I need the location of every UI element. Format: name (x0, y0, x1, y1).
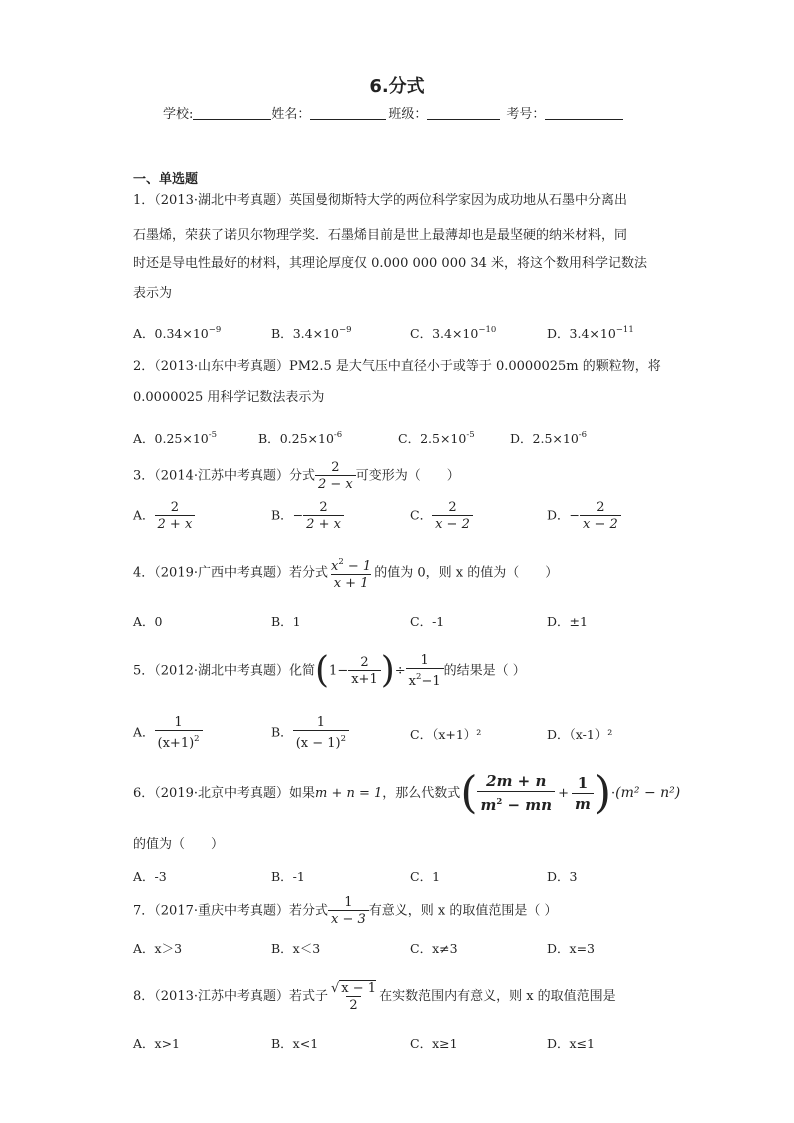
q4-suffix: 的值为 0，则 x 的值为（ ） (374, 565, 559, 581)
q4-option-a[interactable]: A．0 (133, 614, 163, 629)
option-value: 3.4×10 (432, 326, 479, 341)
name-blank[interactable] (310, 107, 386, 120)
dot-operator: · (611, 786, 616, 801)
fraction-numerator: 2 (331, 460, 340, 475)
q3-prefix: 3．（2014·江苏中考真题）分式 (133, 468, 315, 484)
denominator-base: (x − 1) (295, 736, 341, 751)
q5-option-d[interactable]: D．（x-1）² (547, 727, 613, 742)
left-paren: ( (315, 650, 330, 691)
option-label: B． (271, 326, 293, 341)
fraction-numerator: 1 (577, 773, 589, 792)
option-fraction (293, 715, 349, 751)
option-exponent: −9 (338, 325, 352, 335)
option-label: A． (133, 431, 155, 446)
q1-option-b[interactable] (271, 323, 351, 341)
radicand: x − 1 (341, 981, 377, 996)
q7-option-c[interactable]: C．x≠3 (410, 941, 458, 956)
q3-fraction (315, 460, 356, 492)
q1-option-c[interactable] (410, 323, 496, 341)
q7-option-a[interactable]: A．x＞3 (133, 941, 183, 956)
option-fraction (580, 500, 621, 532)
fraction-numerator: 2 (448, 500, 457, 515)
q4-stem (133, 555, 558, 591)
option-fraction (432, 500, 473, 532)
q5-stem (133, 650, 526, 691)
fraction-denominator: x + 1 (331, 574, 372, 591)
option-label: B． (258, 431, 280, 446)
section-heading: 一、单选题 (133, 172, 199, 187)
q8-fraction (328, 980, 379, 1013)
radical-sign: √ (331, 981, 340, 996)
q4-fraction (328, 555, 374, 591)
q6-option-a[interactable]: A．-3 (133, 869, 167, 884)
option-label: D． (547, 507, 570, 523)
option-exponent: −9 (208, 325, 222, 335)
q8-option-b[interactable]: B．x<1 (271, 1036, 319, 1051)
school-blank[interactable] (193, 107, 271, 120)
q5-option-b[interactable] (271, 715, 349, 751)
fraction-denominator: 2 (346, 996, 360, 1013)
q2-line-1: 2．（2013·山东中考真题）PM2.5 是大气压中直径小于或等于 0.0000025m 的颗粒物，将 (133, 359, 661, 374)
denominator-base: (x+1) (157, 736, 195, 751)
right-paren: ) (593, 767, 612, 819)
fraction-denominator (293, 730, 349, 751)
q6-condition: m + n = 1 (315, 786, 383, 801)
name-label: 姓名： (271, 107, 311, 122)
option-sign: − (569, 507, 581, 523)
fraction-denominator: x − 2 (432, 515, 473, 532)
q7-option-d[interactable]: D．x=3 (547, 941, 595, 956)
fraction-denominator: x − 2 (580, 515, 621, 532)
q6-stem (133, 767, 681, 819)
option-exponent: −11 (615, 325, 634, 335)
school-label: 学校: (163, 107, 194, 122)
fraction-numerator: 2 (596, 500, 605, 515)
q7-stem (133, 895, 558, 927)
denominator-base: x (408, 674, 417, 689)
denominator-rest: −1 (421, 674, 441, 689)
fraction-denominator: m (572, 793, 594, 814)
q2-option-b[interactable] (258, 428, 342, 446)
q6-fraction-2 (572, 774, 594, 814)
q7-option-b[interactable]: B．x＜3 (271, 941, 321, 956)
denominator-exponent: 2 (340, 734, 347, 744)
q1-line-1: 1．（2013·湖北中考真题）英国曼彻斯特大学的两位科学家因为成功地从石墨中分离出 (133, 193, 627, 208)
q6-fraction-1 (477, 772, 555, 815)
fraction-denominator: x+1 (348, 670, 381, 687)
q5-one-minus: 1− (329, 663, 349, 679)
option-value: 0.25×10 (279, 431, 334, 446)
option-exponent: −10 (478, 325, 497, 335)
q4-option-d[interactable]: D．±1 (547, 614, 588, 629)
q6-option-b[interactable]: B．-1 (271, 869, 305, 884)
fraction-numerator: 1 (174, 715, 183, 730)
q4-option-b[interactable]: B．1 (271, 614, 301, 629)
q5-suffix: 的结果是（ ） (443, 663, 526, 679)
option-label: D． (547, 326, 570, 341)
fraction-numerator (328, 555, 374, 574)
option-fraction (155, 500, 196, 532)
q8-option-a[interactable]: A．x>1 (133, 1036, 181, 1051)
q1-line-3: 时还是导电性最好的材料，其理论厚度仅 0.000 000 000 34 米，将这个数用科学记数法 (133, 256, 648, 271)
option-label: A． (133, 724, 155, 740)
fraction-numerator: 2 (319, 500, 328, 515)
fraction-numerator: 2m + n (486, 772, 547, 790)
option-value: 3.4×10 (569, 326, 616, 341)
fraction-denominator: x − 3 (328, 910, 369, 927)
option-exponent: -5 (208, 430, 218, 440)
q2-line-2: 0.0000025 用科学记数法表示为 (133, 390, 325, 405)
option-label: A． (133, 326, 155, 341)
option-label: A． (133, 507, 155, 523)
divide-sign: ÷ (394, 663, 406, 679)
fraction-numerator: 1 (420, 653, 429, 668)
plus-sign: + (558, 786, 569, 801)
q2-option-d[interactable] (510, 428, 587, 446)
q1-line-4: 表示为 (133, 286, 173, 301)
q1-option-a[interactable] (133, 323, 221, 341)
option-label: C． (410, 326, 433, 341)
fraction-denominator (406, 668, 444, 689)
fraction-numerator: 2 (360, 655, 369, 670)
q1-option-d[interactable] (547, 323, 634, 341)
option-value: 0.25×10 (154, 431, 209, 446)
option-value: 3.4×10 (292, 326, 339, 341)
q6-option-c[interactable]: C．1 (410, 869, 441, 884)
q5-prefix: 5．（2012·湖北中考真题）化简 (133, 663, 315, 679)
q6-prefix: 6．（2019·北京中考真题）如果 (133, 786, 315, 801)
class-label: 班级： (388, 107, 428, 122)
fraction-numerator (328, 980, 379, 996)
q3-option-a[interactable] (133, 500, 195, 532)
q4-option-c[interactable]: C．-1 (410, 614, 445, 629)
q7-prefix: 7．（2017·重庆中考真题）若分式 (133, 903, 328, 919)
option-exponent: -6 (333, 430, 343, 440)
fraction-denominator: 2 + x (303, 515, 344, 532)
option-exponent: -6 (578, 430, 588, 440)
option-label: B． (271, 507, 293, 523)
option-value: 2.5×10 (532, 431, 579, 446)
option-value: 2.5×10 (420, 431, 467, 446)
fraction-numerator: 1 (316, 715, 325, 730)
q8-suffix: 在实数范围内有意义，则 x 的取值范围是 (379, 989, 616, 1004)
denominator-exponent: 2 (416, 672, 422, 682)
fraction-denominator: 2 − x (315, 475, 356, 492)
q6-option-d[interactable]: D．3 (547, 869, 578, 884)
fraction-numerator: 2 (170, 500, 180, 515)
q8-option-d[interactable]: D．x≤1 (547, 1036, 595, 1051)
left-paren: ( (460, 767, 478, 819)
page-title: 6.分式 (369, 76, 425, 97)
fraction-denominator (155, 730, 203, 751)
q5-fraction-2 (406, 653, 444, 689)
q8-option-c[interactable]: C．x≥1 (410, 1036, 458, 1051)
numerator-base: x (331, 559, 339, 574)
denominator-exponent: 2 (194, 734, 200, 744)
q1-line-2: 石墨烯，荣获了诺贝尔物理学奖．石墨烯目前是世上最薄却也是最坚硬的纳米材料，同 (133, 228, 628, 243)
denominator-base: m (480, 796, 497, 814)
number-blank[interactable] (545, 107, 623, 120)
q3-option-d[interactable] (547, 500, 621, 532)
q5-option-a[interactable] (133, 715, 203, 751)
denominator-exponent: 2 (496, 797, 503, 807)
fraction-denominator (477, 791, 555, 815)
q6-tail-expression: (m² − n²) (615, 785, 681, 801)
option-label: D． (510, 431, 533, 446)
q7-fraction (328, 895, 369, 927)
option-label: C． (398, 431, 421, 446)
option-value: 0.34×10 (154, 326, 209, 341)
q3-suffix: 可变形为（ ） (355, 468, 460, 484)
q3-stem (133, 460, 460, 492)
q4-prefix: 4．（2019·广西中考真题）若分式 (133, 565, 328, 581)
student-info-line (163, 103, 623, 122)
option-fraction (155, 715, 203, 751)
q8-stem (133, 980, 616, 1013)
option-label: B． (271, 724, 293, 740)
q2-option-c[interactable] (398, 428, 475, 446)
q8-prefix: 8．（2013·江苏中考真题）若式子 (133, 989, 328, 1004)
right-paren: ) (380, 650, 395, 691)
numerator-exponent: 2 (338, 557, 344, 567)
q3-option-c[interactable] (410, 500, 473, 532)
q7-suffix: 有意义，则 x 的取值范围是（ ） (368, 903, 558, 919)
fraction-numerator: 1 (344, 895, 353, 910)
q3-option-b[interactable] (271, 500, 344, 532)
option-label: C． (410, 507, 433, 523)
number-label: 考号： (506, 107, 546, 122)
fraction-denominator: 2 + x (155, 515, 196, 532)
numerator-rest: − 1 (343, 559, 372, 574)
q6-line-2: 的值为（ ） (133, 837, 225, 852)
class-blank[interactable] (427, 107, 500, 120)
q2-option-a[interactable] (133, 428, 217, 446)
q5-option-c[interactable]: C．（x+1）² (410, 727, 482, 742)
option-sign: − (292, 507, 304, 523)
q6-middle: ，那么代数式 (382, 786, 461, 801)
option-exponent: -5 (466, 430, 475, 440)
option-fraction (303, 500, 344, 532)
denominator-rest: − mn (502, 796, 553, 814)
q5-fraction-1 (348, 655, 381, 687)
